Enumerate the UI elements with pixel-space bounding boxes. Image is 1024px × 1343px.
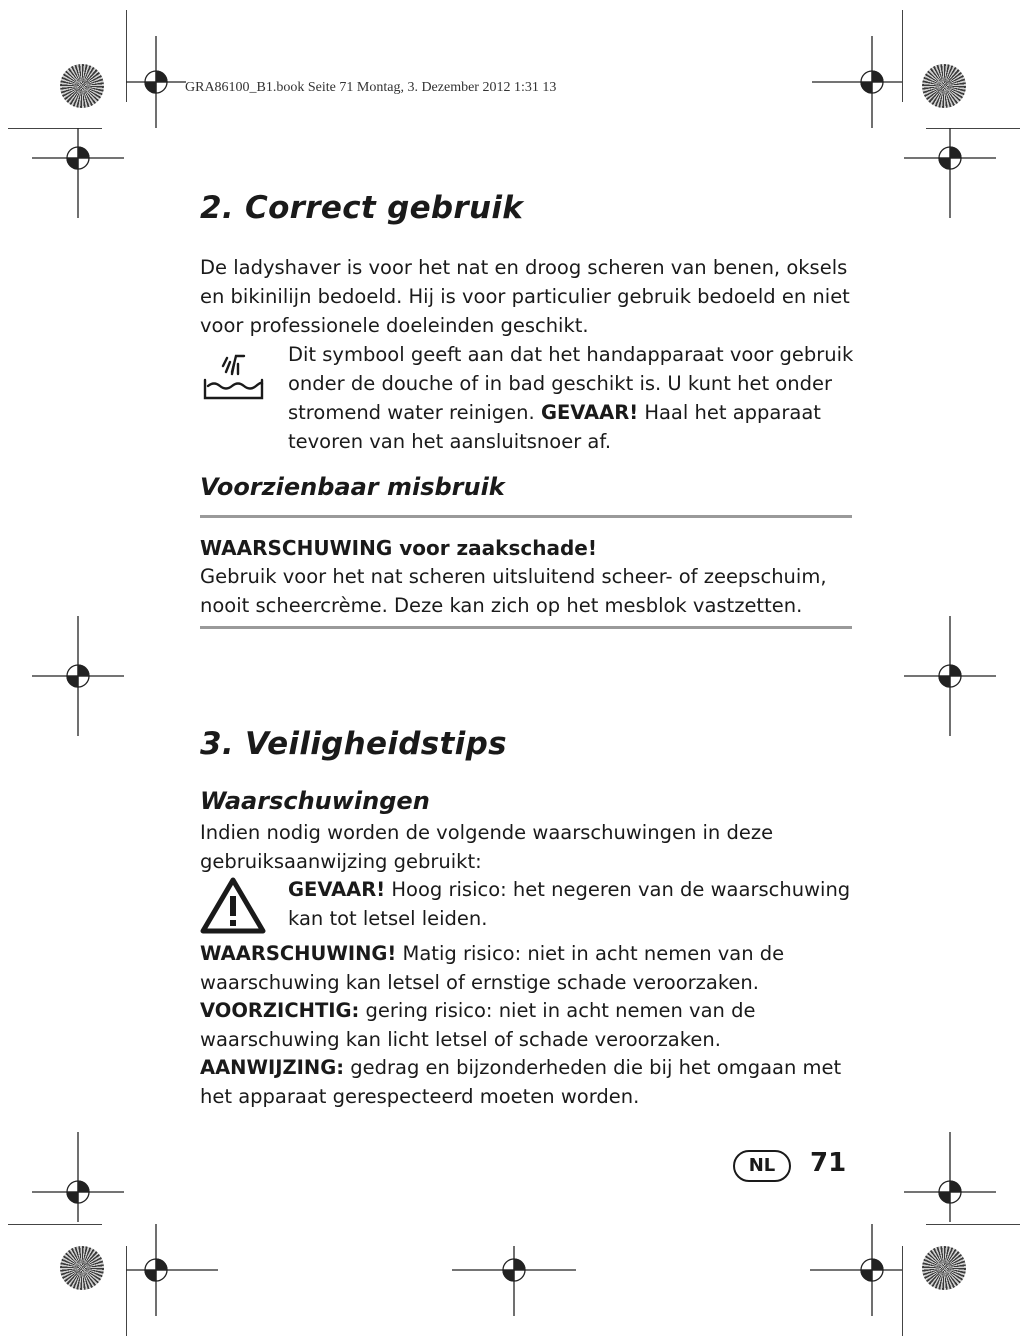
crosshair-icon [126,36,186,128]
warnings-subtitle: Waarschuwingen [200,787,430,815]
caution-label: VOORZICHTIG: [200,999,360,1022]
misuse-title: Voorzienbaar misbruik [200,473,505,501]
crosshair-icon [32,128,124,218]
warnings-intro: Indien nodig worden de volgende waarschuwingen in deze gebruiksaanwijzing gebruikt: [200,821,774,873]
crosshair-icon [452,1246,576,1316]
crosshair-icon [904,1132,996,1222]
symbol-description: Dit symbool geeft aan dat het handapparaat voor gebruik onder de douche of in bad geschikt is. U kunt het onder stromend water reinigen. [288,343,854,424]
crosshair-icon [904,128,996,218]
danger-text: Haal het apparaat tevoren van het aansluitsnoer af. [288,401,821,453]
crosshair-icon [126,1224,218,1316]
shower-bath-icon [202,350,266,402]
warning-level-text [200,939,850,997]
warning-triangle-icon [200,876,266,934]
section-title-correct-use: 2. Correct gebruik [200,190,524,226]
divider [200,626,852,629]
warning-description: Matig risico: niet in acht nemen van de waarschuwing kan letsel of ernstige schade veroorzaken. [200,942,785,994]
crosshair-icon [812,36,902,128]
print-header-text: GRA86100_B1.book Seite 71 Montag, 3. Dezember 2012 1:31 13 [185,80,557,95]
shower-symbol-text [288,340,854,456]
warning-label: WAARSCHUWING! [200,942,397,965]
section-title-safety-tips: 3. Veiligheidstips [200,726,507,762]
danger-label: GEVAAR! [540,401,639,424]
page-number: 71 [810,1148,847,1178]
crosshair-icon [810,1224,902,1316]
danger-level-text [288,875,854,933]
warning-text: Gebruik voor het nat scheren uitsluitend scheer- of zeepschuim, nooit scheercrème. Deze kan zich op het mesblok vastzetten. [200,565,827,617]
danger-description: Hoog risico: het negeren van de waarschuwing kan tot letsel leiden. [288,878,851,930]
divider [200,515,852,518]
crosshair-icon [32,616,124,736]
note-label: AANWIJZING: [200,1056,345,1079]
warning-heading: WAARSCHUWING voor zaakschade! [200,536,597,560]
danger-label: GEVAAR! [288,878,386,901]
caution-description: gering risico: niet in acht nemen van de waarschuwing kan licht letsel of schade veroorzaken. [200,999,756,1051]
language-badge: NL [733,1150,791,1182]
crosshair-icon [32,1132,124,1222]
caution-level-text [200,996,850,1054]
note-level-text [200,1053,850,1111]
note-description: gedrag en bijzonderheden die bij het omgaan met het apparaat gerespecteerd moeten worden. [200,1056,842,1108]
crosshair-icon [904,616,996,736]
correct-use-intro: De ladyshaver is voor het nat en droog scheren van benen, oksels en bikinilijn bedoeld. Hij is voor particulier gebruik bedoeld en niet voor professionele doeleinden geschikt. [200,256,850,337]
